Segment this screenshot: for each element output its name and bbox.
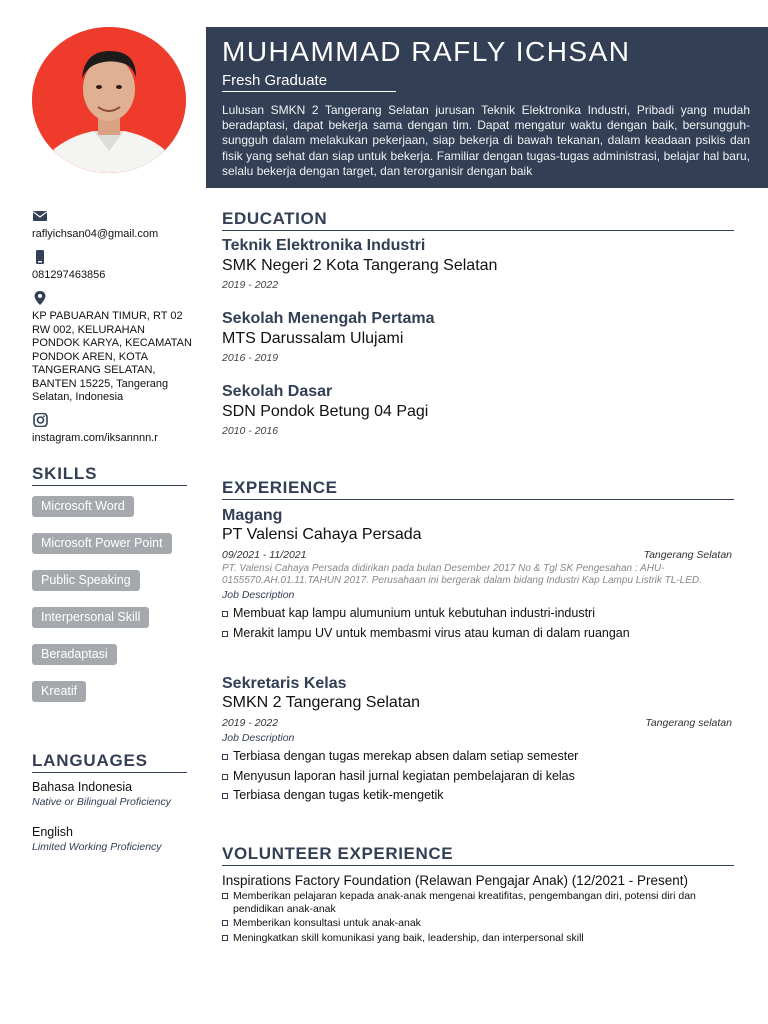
job-dates: 2019 - 2022	[222, 717, 279, 729]
language-item	[32, 825, 192, 853]
contact-email	[32, 209, 192, 242]
experience-item	[222, 507, 732, 643]
education-school: SDN Pondok Betung 04 Pagi	[222, 403, 429, 420]
education-title: Sekolah Menengah Pertama	[222, 310, 435, 327]
task-item: Menyusun laporan hasil jurnal kegiatan pembelajaran di kelas	[222, 767, 732, 787]
header-banner	[206, 27, 768, 188]
experience-heading: EXPERIENCE	[222, 478, 734, 500]
job-description-label: Job Description	[222, 589, 295, 601]
address-text: KP PABUARAN TIMUR, RT 02 RW 002, KELURAHAN PONDOK KARYA, KECAMATAN PONDOK AREN, KOTA TANGERANG SELATAN, BANTEN 15225, Tangerang Selatan, Indonesia	[32, 310, 192, 403]
language-item	[32, 780, 192, 808]
skill-tag: Interpersonal Skill	[32, 607, 149, 628]
education-school: SMK Negeri 2 Kota Tangerang Selatan	[222, 257, 498, 274]
skills-heading: SKILLS	[32, 464, 187, 486]
task-list	[222, 890, 732, 944]
phone-icon	[32, 250, 48, 264]
volunteer-item	[222, 873, 732, 946]
skill-tag: Beradaptasi	[32, 644, 117, 665]
job-company: SMKN 2 Tangerang Selatan	[222, 694, 421, 711]
skill-tag: Microsoft Power Point	[32, 533, 172, 554]
skill-tag: Microsoft Word	[32, 496, 134, 517]
candidate-name: MUHAMMAD RAFLY ICHSAN	[222, 36, 631, 67]
education-item	[222, 383, 734, 437]
education-title: Sekolah Dasar	[222, 383, 333, 400]
education-item	[222, 237, 734, 291]
company-description: PT. Valensi Cahaya Persada didirikan pada bulan Desember 2017 No & Tgl SK Pengesahan : AHU-0155570.AH.01.11.TAHUN 2017. Perusahaan ini bergerak dalam bidang Industri Kap Lampu Listrik TL-LED.	[222, 563, 702, 586]
contact-instagram	[32, 413, 192, 446]
language-name: English	[32, 825, 73, 839]
task-item: Membuat kap lampu alumunium untuk kebutuhan industri-industri	[222, 604, 732, 624]
job-location: Tangerang Selatan	[643, 549, 732, 561]
language-name: Bahasa Indonesia	[32, 780, 133, 794]
task-item: Memberikan konsultasi untuk anak-anak	[222, 917, 732, 930]
experience-item	[222, 675, 732, 806]
education-dates: 2010 - 2016	[222, 425, 279, 437]
profile-photo	[32, 27, 186, 173]
contact-address	[32, 291, 192, 405]
education-title: Teknik Elektronika Industri	[222, 237, 426, 254]
education-dates: 2019 - 2022	[222, 279, 279, 291]
profile-summary: Lulusan SMKN 2 Tangerang Selatan jurusan Teknik Elektronika Industri, Pribadi yang mudah beradaptasi, dapat bekerja sama dengan tim. Dapat mengatur waktu dengan baik, bersungguh-sungguh dalam melakukan pekerjaan, siap bekerja di bawah tekanan, dalam keadaan psikis dan fisik yang sehat dan siap untuk bekerja. Familiar dengan tugas-tugas administrasi, belajar hal baru, selalu bekerja dengan target, dan terorganisir dengan baik	[222, 103, 750, 178]
education-dates: 2016 - 2019	[222, 352, 279, 364]
job-meta	[222, 717, 732, 729]
language-level: Native or Bilingual Proficiency	[32, 796, 171, 808]
task-item: Terbiasa dengan tugas merekap absen dalam setiap semester	[222, 747, 732, 767]
job-company: PT Valensi Cahaya Persada	[222, 526, 422, 543]
skill-tag: Public Speaking	[32, 570, 140, 591]
education-item	[222, 310, 734, 364]
task-item: Meningkatkan skill komunikasi yang baik, leadership, dan interpersonal skill	[222, 932, 732, 945]
location-pin-icon	[32, 291, 48, 305]
task-item: Merakit lampu UV untuk membasmi virus atau kuman di dalam ruangan	[222, 624, 732, 644]
instagram-text[interactable]: instagram.com/iksannnn.r	[32, 432, 158, 444]
task-list	[222, 747, 732, 806]
job-location: Tangerang selatan	[645, 717, 732, 729]
instagram-icon	[32, 413, 48, 427]
candidate-role: Fresh Graduate	[222, 72, 396, 92]
mail-icon	[32, 209, 48, 223]
volunteer-organization: Inspirations Factory Foundation (Relawan Pengajar Anak) (12/2021 - Present)	[222, 873, 689, 888]
education-school: MTS Darussalam Ulujami	[222, 330, 404, 347]
job-title: Magang	[222, 507, 283, 524]
phone-text[interactable]: 081297463856	[32, 269, 106, 281]
volunteer-heading: VOLUNTEER EXPERIENCE	[222, 844, 734, 866]
task-item: Terbiasa dengan tugas ketik-mengetik	[222, 786, 732, 806]
job-dates: 09/2021 - 11/2021	[222, 549, 307, 561]
person-avatar-icon	[32, 27, 186, 173]
job-meta	[222, 549, 732, 561]
languages-heading: LANGUAGES	[32, 751, 187, 773]
task-item: Memberikan pelajaran kepada anak-anak mengenai kreatifitas, pengembangan diri, potensi diri dan pendidikan anak-anak	[222, 890, 732, 915]
task-list	[222, 604, 732, 643]
skill-tag: Kreatif	[32, 681, 86, 702]
email-text[interactable]: raflyichsan04@gmail.com	[32, 228, 159, 240]
education-heading: EDUCATION	[222, 209, 734, 231]
contact-phone	[32, 250, 192, 283]
job-title: Sekretaris Kelas	[222, 675, 347, 692]
language-level: Limited Working Proficiency	[32, 841, 162, 853]
job-description-label: Job Description	[222, 732, 295, 744]
